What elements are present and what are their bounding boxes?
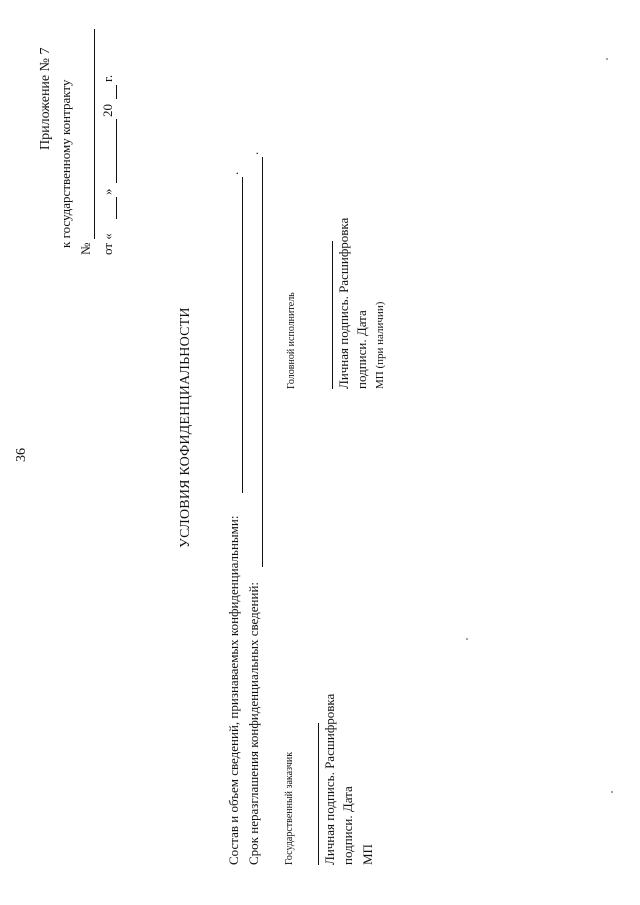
appendix-day-line [116, 197, 117, 219]
appendix-month-line [116, 119, 117, 183]
appendix-year-line [116, 85, 117, 99]
contractor-role: Головной исполнитель [286, 292, 297, 389]
scan-speck [466, 638, 468, 640]
customer-signature-line [318, 723, 319, 865]
appendix-date-from: от « [100, 233, 115, 255]
customer-stamp: МП [360, 844, 375, 865]
scan-speck [606, 58, 608, 60]
term-label: Срок неразглашения конфиденциальных сведений: [246, 581, 261, 865]
page-number: 36 [14, 448, 29, 462]
contractor-signature-line [332, 241, 333, 389]
contractor-signature-caption-2: подписи. Дата [354, 310, 369, 389]
contractor-stamp: МП (при наличии) [374, 301, 386, 389]
term-line-end: . [246, 151, 261, 155]
appendix-year-suffix: г. [100, 74, 115, 82]
customer-signature-caption-1: Личная подпись. Расшифровка [322, 693, 337, 865]
appendix-year: 20 [100, 104, 115, 117]
scan-speck [611, 791, 613, 793]
appendix-title: Приложение № 7 [38, 47, 53, 150]
contractor-signature-caption-1: Личная подпись. Расшифровка [336, 217, 351, 389]
composition-line [242, 177, 243, 493]
term-line [262, 157, 263, 567]
appendix-subtitle: к государственному контракту [58, 79, 73, 248]
composition-label: Состав и объем сведений, признаваемых конфиденциальными: [226, 515, 241, 865]
customer-signature-caption-2: подписи. Дата [340, 786, 355, 865]
appendix-number-prefix: № [78, 242, 93, 255]
customer-role: Государственный заказчик [284, 751, 295, 865]
appendix-number-line [94, 29, 95, 239]
document-heading: УСЛОВИЯ КОФИДЕНЦИАЛЬНОСТИ [178, 307, 193, 548]
appendix-date-quote: » [100, 188, 115, 195]
composition-line-end: . [226, 171, 241, 175]
